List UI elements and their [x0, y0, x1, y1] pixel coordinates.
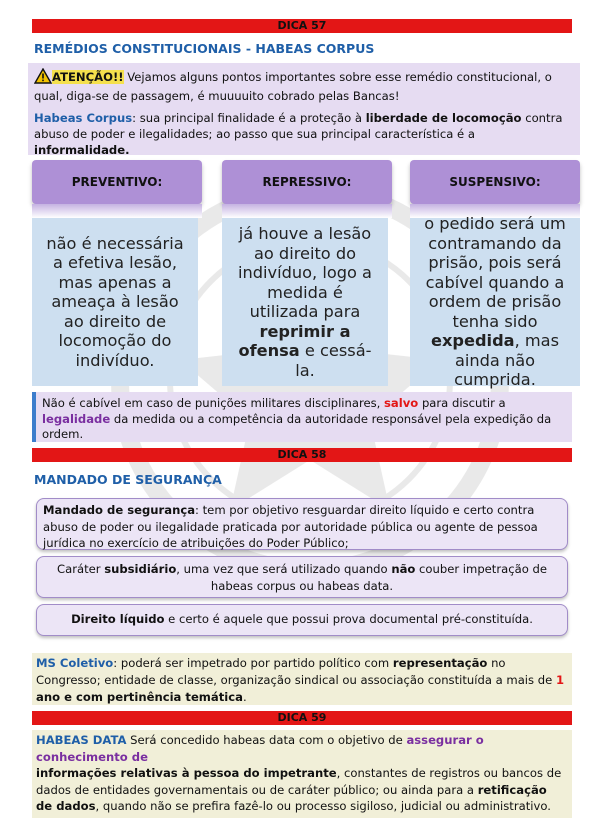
- hc-bold-2: informalidade.: [34, 143, 130, 157]
- hc-text-1: : sua principal finalidade é a proteção à: [132, 111, 366, 125]
- legalidade-highlight: legalidade: [42, 411, 111, 426]
- habeas-data-term: HABEAS DATA: [36, 733, 127, 747]
- column-header-suspensivo: SUSPENSIVO:: [410, 160, 580, 204]
- attention-box: [28, 63, 580, 155]
- ms-coletivo-term: MS Coletivo: [36, 656, 114, 670]
- column-connector: [222, 204, 392, 218]
- military-punishment-note: Não é cabível em caso de punições militares disciplinares, salvo para discutir a legalidade da medida ou a competência da autoridade responsável pela expedição da ordem.: [32, 392, 572, 442]
- hc-bold-1: liberdade de locomoção: [365, 111, 522, 125]
- liquid-right-box: Direito líquido e certo é aquele que possui prova documental pré-constituída.: [36, 604, 568, 636]
- ms-text: : tem por objetivo resguardar direito líquido e certo contra abuso de poder ou ilegalidade praticada por autoridade pública ou agente de pessoa jurídica no exercício de atribuições do Poder Público;: [43, 503, 538, 550]
- repressivo-text: já houve a lesão ao direito do indivíduo, logo a medida é utilizada para reprimir a ofensa e cessá-la.: [238, 224, 372, 380]
- tip-57-bar: DICA 57: [32, 19, 572, 33]
- column-header-preventivo: PREVENTIVO:: [32, 160, 202, 204]
- suspensivo-text: o pedido será um contramando da prisão, pois será cabível quando a ordem de prisão tenha sido expedida, mas ainda não cumprida.: [424, 214, 566, 390]
- hc-text-2: contra abuso de poder e ilegalidades; ao passo que sua principal característica é a: [34, 111, 563, 141]
- ms-coletivo-box: MS Coletivo: poderá ser impetrado por partido político com representação no Congresso; entidade de classe, organização sindical ou associação constituída a mais de 1 ano e com pertinência temática.: [32, 653, 572, 705]
- attention-text: Vejamos alguns pontos importantes sobre esse remédio constitucional, o qual, diga-se de passagem, é muuuuito cobrado pelas Bancas!: [34, 70, 552, 103]
- preventivo-text: não é necessária a efetiva lesão, mas apenas a ameaça à lesão ao direito de locomoção do indivíduo.: [46, 233, 184, 370]
- hc-term: Habeas Corpus: [34, 111, 133, 125]
- ms-term: Mandado de segurança: [43, 503, 196, 517]
- tip-58-bar: DICA 58: [32, 448, 572, 462]
- habeas-data-box: HABEAS DATA Será concedido habeas data com o objetivo de assegurar o conhecimento de informações relativas à pessoa do impetrante, constantes de registros ou bancos de dados de entidades governamentais ou de caráter público; ou ainda para a retificação de dados, quando não se prefira fazê-lo ou processo sigiloso, judicial ou administrativo.: [32, 730, 572, 818]
- subsidiary-character-box: Caráter subsidiário, uma vez que será utilizado quando não couber impetração de habeas corpus ou habeas data.: [36, 556, 568, 598]
- column-connector: [32, 204, 202, 218]
- section-title-habeas-corpus: REMÉDIOS CONSTITUCIONAIS - HABEAS CORPUS: [34, 41, 375, 56]
- column-header-repressivo: REPRESSIVO:: [222, 160, 392, 204]
- salvo-highlight: salvo: [384, 396, 419, 410]
- section-title-mandado-seguranca: MANDADO DE SEGURANÇA: [34, 472, 222, 487]
- ms-definition-box: [36, 498, 568, 550]
- warning-icon: [34, 68, 52, 88]
- hc-definition: [34, 110, 572, 158]
- column-body-preventivo: [32, 218, 198, 386]
- tip-59-bar: DICA 59: [32, 711, 572, 725]
- attention-label: ATENÇÃO!!: [52, 70, 124, 84]
- column-body-repressivo: [222, 218, 388, 386]
- attention-paragraph: [34, 68, 572, 104]
- column-body-suspensivo: [410, 214, 580, 390]
